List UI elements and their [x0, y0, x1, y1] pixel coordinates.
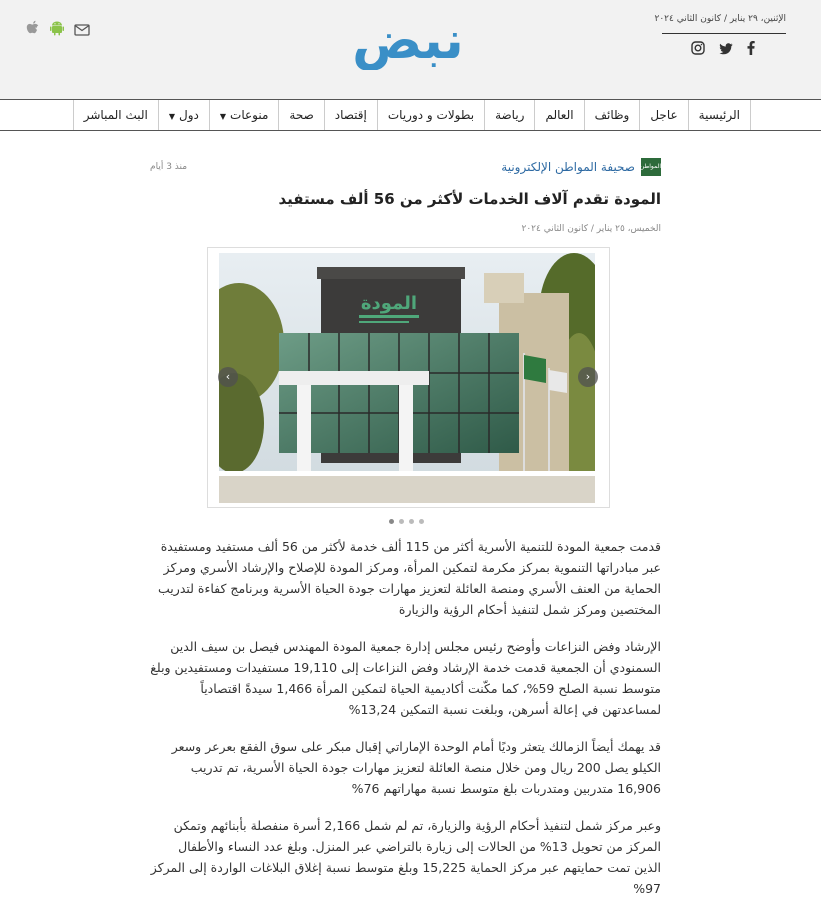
publish-date: الخميس، ٢٥ يناير / كانون الثاني ٢٠٢٤	[521, 224, 661, 234]
platform-icons	[26, 20, 90, 40]
nav-item-misc[interactable]	[210, 100, 280, 130]
article-paragraph: قد يهمك أيضاً الزمالك يتعثر وديًا أمام الوحدة الإماراتي إقبال مبكر على سوق الفقع بعرعر وسعر الكيلو يصل 200 ريال ومن خلال منصة العائلة لتعزيز مهارات جودة الحياة الأسرية، تم تدريب 16,906 متدربين ومتدربات بلغ متوسط نسبة مهاراتهم 76%	[171, 739, 661, 796]
nav-label: بطولات و دوريات	[387, 108, 475, 122]
nav-label: البث المباشر	[83, 108, 148, 122]
apple-icon[interactable]	[26, 20, 40, 40]
main-nav	[0, 99, 821, 131]
caret-down-icon: ▼	[168, 112, 175, 121]
nav-label: إقتصاد	[334, 108, 367, 122]
nav-item-tournaments[interactable]	[378, 100, 485, 130]
caret-down-icon: ▼	[219, 112, 227, 121]
nav-item-home[interactable]	[689, 100, 751, 130]
slider-prev-button[interactable]: ‹	[218, 367, 238, 387]
site-header	[0, 0, 821, 100]
site-logo[interactable]	[343, 6, 473, 70]
nav-label: عاجل	[650, 108, 678, 122]
nav-item-countries[interactable]	[159, 100, 210, 130]
source-name[interactable]: صحيفة المواطن الإلكترونية	[501, 160, 635, 174]
twitter-icon[interactable]	[719, 40, 733, 54]
nav-item-world[interactable]	[535, 100, 584, 130]
social-links	[691, 40, 761, 54]
logo-text: نبض	[352, 11, 464, 70]
article-image	[219, 253, 595, 503]
nav-label: منوعات	[230, 108, 269, 122]
android-icon[interactable]	[50, 20, 64, 40]
header-date: الإثنين، ٢٩ يناير / كانون الثاني ٢٠٢٤	[654, 14, 786, 24]
nav-item-economy[interactable]	[325, 100, 378, 130]
slider-next-button[interactable]: ›	[578, 367, 598, 387]
instagram-icon[interactable]	[691, 40, 705, 54]
nav-label: وظائف	[594, 108, 630, 122]
nav-items	[73, 100, 751, 130]
article-paragraph: وعبر مركز شمل لتنفيذ أحكام الرؤية والزيارة، تم لم شمل 2,166 أسرة منفصلة بأبنائهم وتمكن المركز من تحويل 13% من الحالات إلى زيارة بالتراضي عبر المنزل. وبلغ عدد النساء والأطفال الذين تمت حمايتهم عبر مركز الحماية 15,225 وبلغ متوسط نسبة إغلاق البلاغات الواردة إلى المركز 97%	[150, 818, 661, 896]
article-paragraph: قدمت جمعية المودة للتنمية الأسرية أكثر من 115 ألف خدمة لأكثر من 56 ألف مستفيد ومستفيدة عبر مبادراتها التنموية بمركز مكرمة لتمكين المرأة، ومركز المودة للإصلاح والإرشاد الأسري ومركز الحماية من العنف الأسري ومنصة العائلة لتعزيز مهارات جودة الحياة الأسرية وبرنامج كفاءة لتدريب المختصين ومركز شمل لتنفيذ أحكام الرؤية والزيارة	[158, 539, 661, 617]
nav-item-sports[interactable]	[485, 100, 535, 130]
nav-label: رياضة	[495, 108, 525, 122]
nav-label: العالم	[545, 108, 574, 122]
article-title: المودة تقدم آلاف الخدمات لأكثر من 56 ألف مستفيد	[278, 190, 661, 208]
nav-item-jobs[interactable]	[585, 100, 641, 130]
building-sign-text: المودة	[360, 293, 418, 314]
nav-item-urgent[interactable]	[640, 100, 688, 130]
nav-label: الرئيسية	[698, 108, 740, 122]
nav-label: صحة	[289, 108, 314, 122]
time-since: منذ 3 أيام	[150, 162, 188, 172]
source-logo: المواطن	[641, 158, 661, 176]
email-icon[interactable]	[74, 21, 90, 40]
article-source[interactable]	[501, 158, 661, 176]
article-paragraph: الإرشاد وفض النزاعات وأوضح رئيس مجلس إدارة جمعية المودة المهندس فيصل بن سيف الدين السمنودي أن الجمعية قدمت خدمة الإرشاد وفض النزاعات إلى 19,110 مستفيدات ومستفيدين وبلغ متوسط نسبة الصلح 59%، كما مكّنت أكاديمية الحياة لتمكين المرأة 1,466 سيدةً اقتصادياً لمساعدتهن في إعالة أسرهن، وبلغت نسبة التمكين 13,24%	[150, 639, 661, 717]
date-divider	[662, 33, 786, 34]
facebook-icon[interactable]	[747, 40, 761, 54]
nav-label: دول	[179, 108, 199, 122]
nav-item-live[interactable]	[74, 100, 159, 130]
nav-item-health[interactable]	[279, 100, 324, 130]
